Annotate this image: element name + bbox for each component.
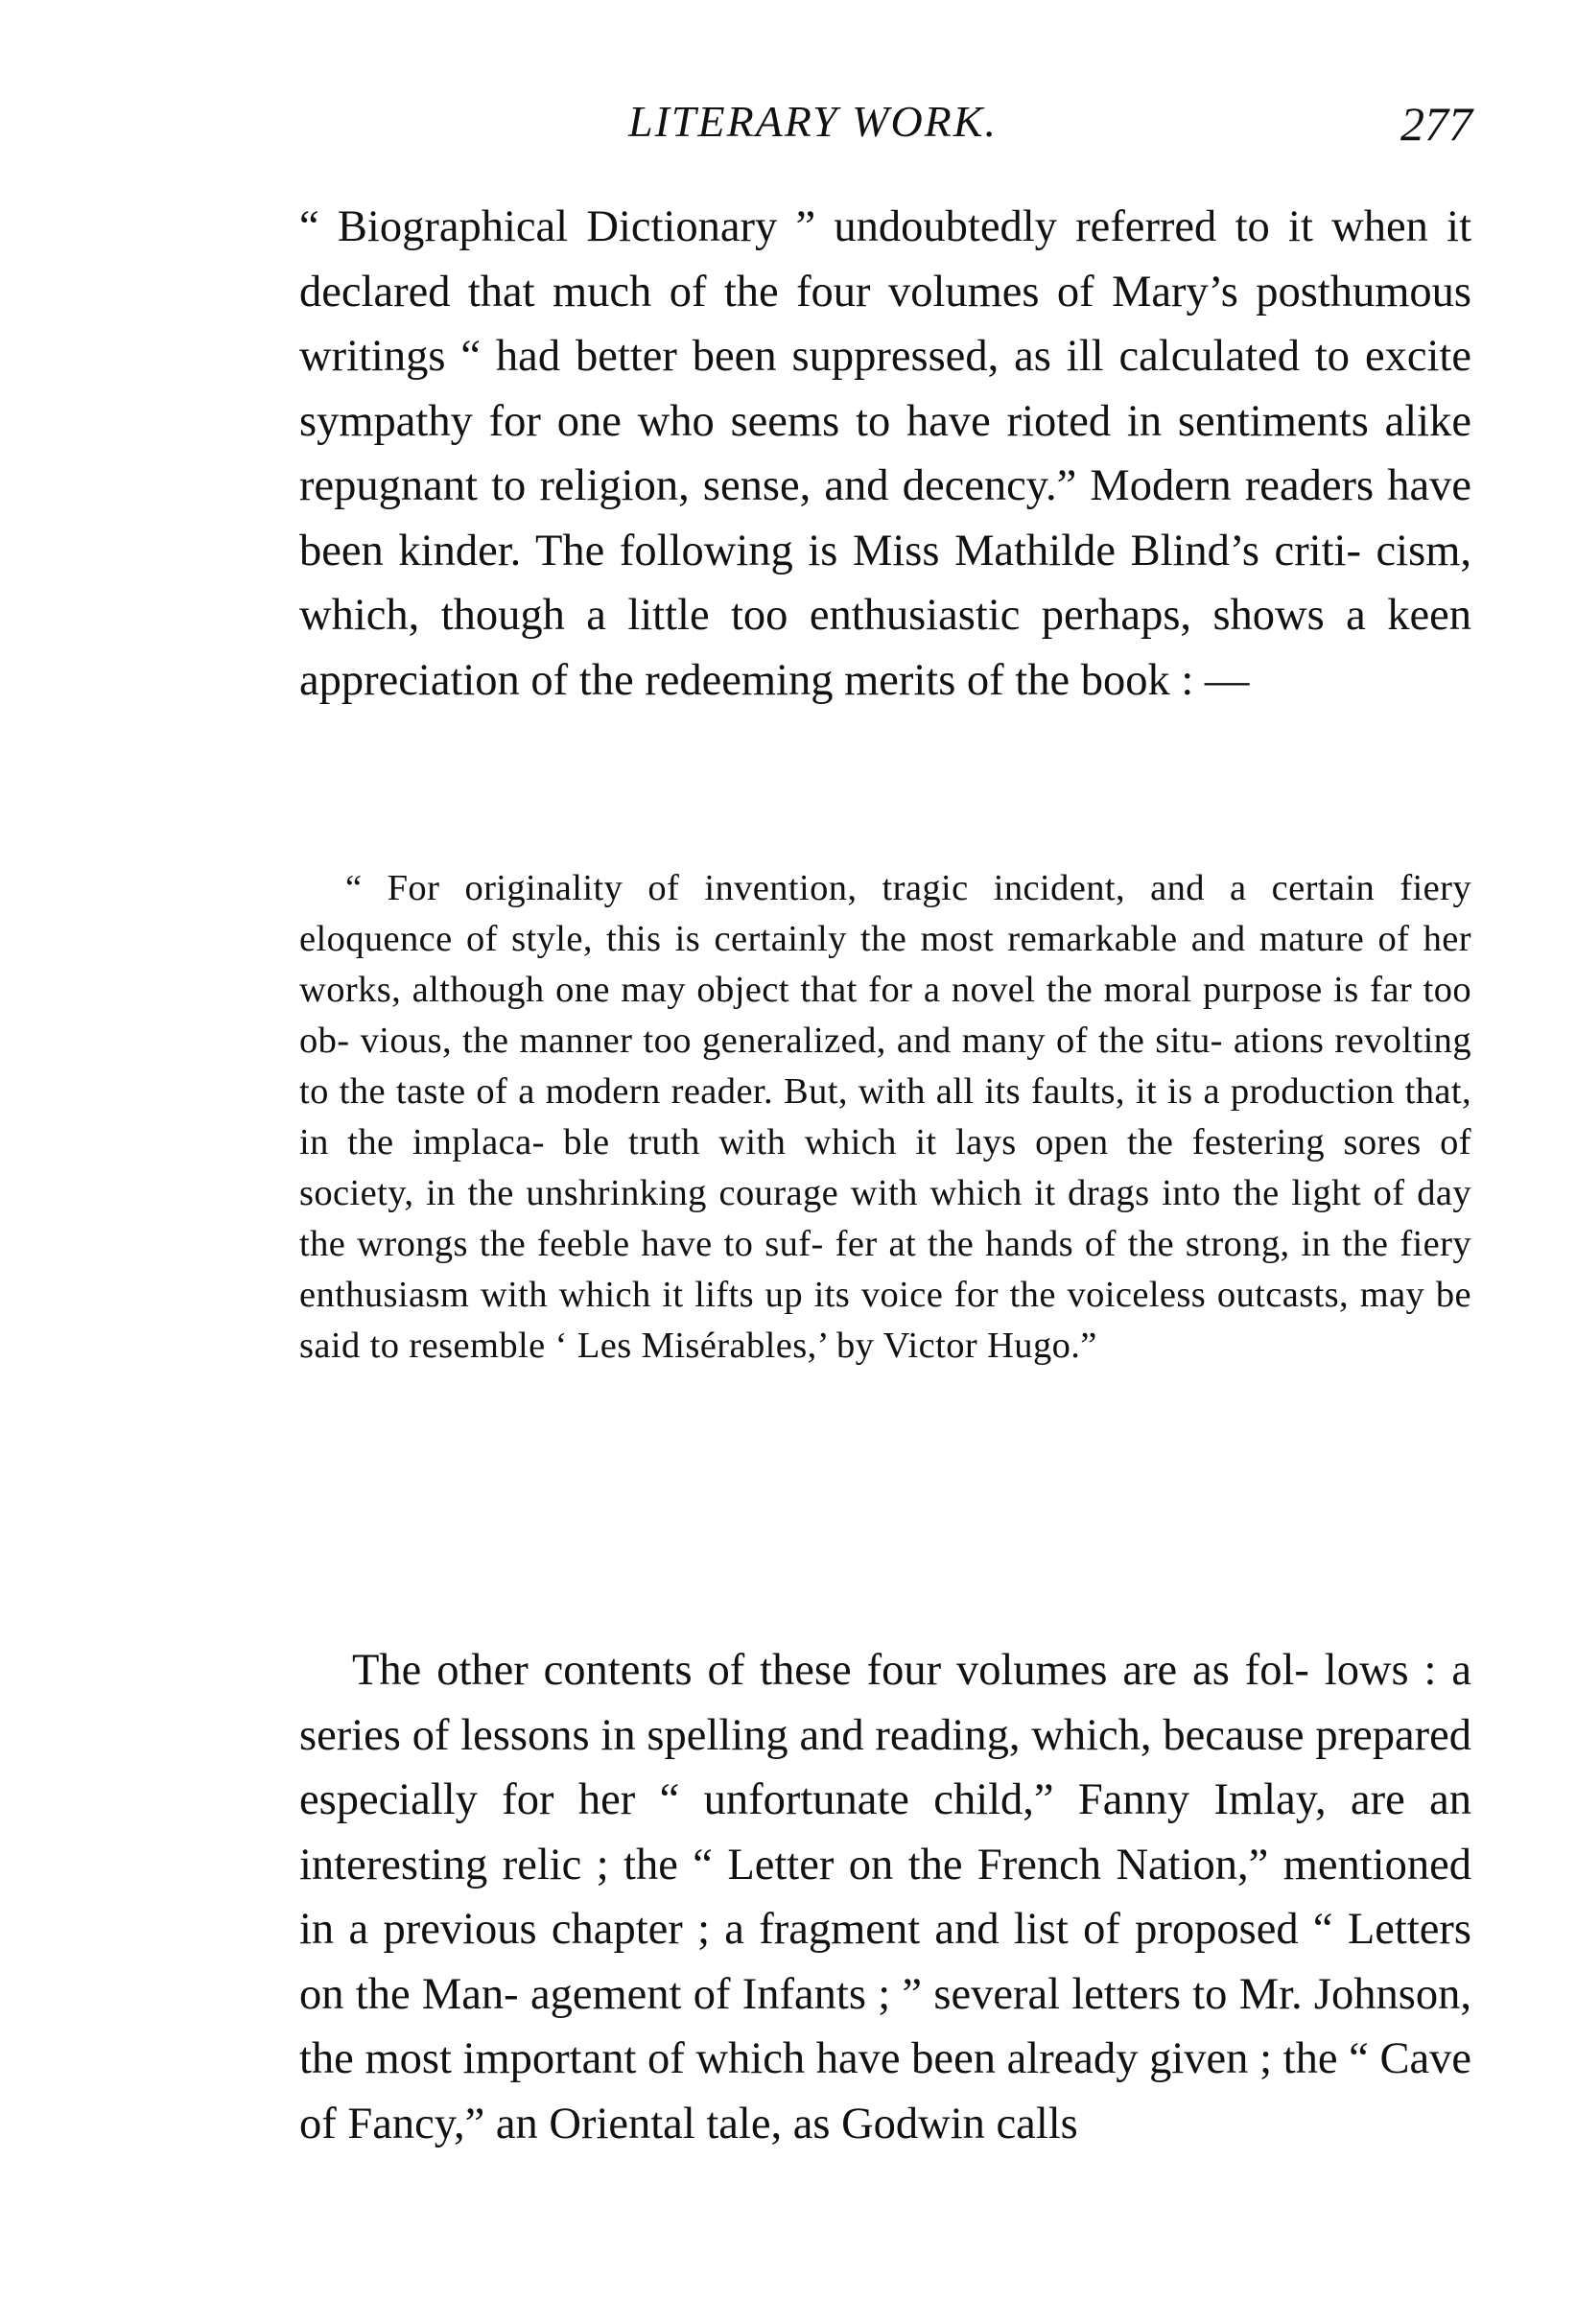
block-quote: “ For originality of invention, tragic incident, and a certain fiery eloquence of style, this is certainly the most remarkable and mature of her works, although one may object that for a novel the moral purpose is far too ob- vious, the manner too generalized, and many of the situ- ations revolting to the taste of a modern reader. But, with all its faults, it is a production that, in the implaca- ble truth with which it lays open the festering sores of society, in the unshrinking courage with which it drags into the light of day the wrongs the feeble have to suf- fer at the hands of the strong, in the fiery enthusiasm with which it lifts up its voice for the voiceless outcasts, may be said to resemble ‘ Les Misérables,’ by Victor Hugo.”: [299, 868, 1471, 1366]
page-number: 277: [1400, 97, 1472, 151]
page-header: [297, 96, 1472, 173]
running-title: LITERARY WORK.: [628, 97, 998, 146]
paragraph-contents: The other contents of these four volumes are as fol- lows : a series of lessons in spelling and reading, which, because prepared especially for her “ unfortunate child,” Fanny Imlay, are an interesting relic ; the “ Letter on the French Nation,” mentioned in a previous chapter ; a fragment and list of proposed “ Letters on the Man- agement of Infants ; ” several letters to Mr. Johnson, the most important of which have been already given ; the “ Cave of Fancy,” an Oriental tale, as Godwin calls: [299, 1646, 1471, 2148]
paragraph-intro: “ Biographical Dictionary ” undoubtedly referred to it when it declared that much of the four volumes of Mary’s posthumous writings “ had better been suppressed, as ill calculated to excite sympathy for one who seems to have rioted in sentiments alike repugnant to religion, sense, and decency.” Modern readers have been kinder. The following is Miss Mathilde Blind’s criti- cism, which, though a little too enthusiastic perhaps, shows a keen appreciation of the redeeming merits of the book : —: [299, 202, 1471, 705]
